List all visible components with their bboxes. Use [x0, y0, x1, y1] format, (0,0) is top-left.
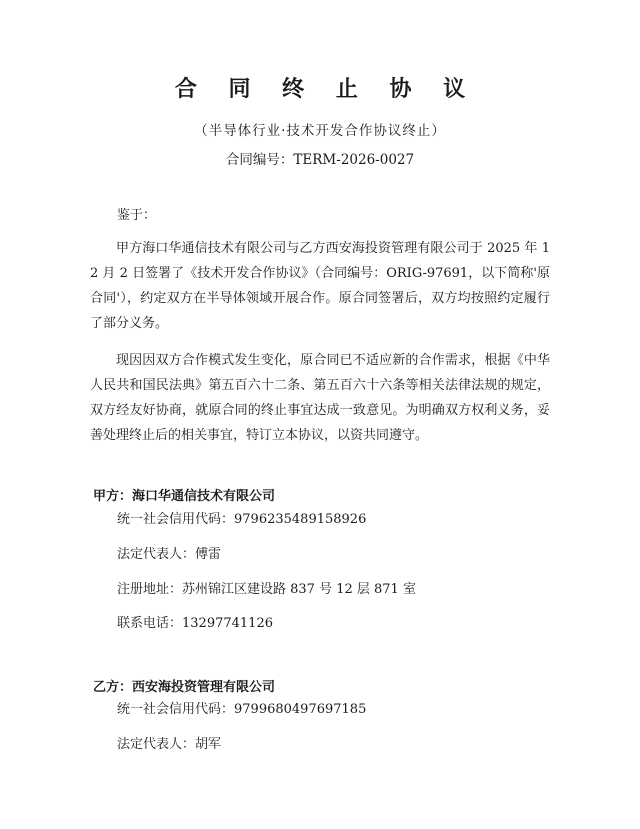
document-title: 合 同 终 止 协 议 [174, 77, 478, 102]
party-a-phone: 联系电话：13297741126 [117, 616, 273, 631]
party-a-credit-code: 统一社会信用代码：9796235489158926 [117, 512, 367, 527]
recital-paragraph-1: 甲方海口华通信技术有限公司与乙方西安海投资管理有限公司于 2025 年 12 月 2 日签署了《技术开发合作协议》（合同编号：ORIG-97691，以下简称'原合同'），约定双方在半导体领域开展合作。原合同签署后，双方均按照约定履行了部分义务。 [90, 241, 550, 331]
party-b-title: 乙方：西安海投资管理有限公司 [93, 680, 276, 695]
party-a-title: 甲方：海口华通信技术有限公司 [93, 489, 276, 504]
document-subtitle: （半导体行业·技术开发合作协议终止） [194, 123, 446, 139]
party-b-legal-rep: 法定代表人：胡军 [117, 737, 222, 752]
contract-number: 合同编号：TERM-2026-0027 [225, 152, 415, 168]
whereas-heading: 鉴于： [117, 208, 157, 223]
party-a-legal-rep: 法定代表人：傅雷 [117, 547, 222, 562]
recital-paragraph-2: 现因因双方合作模式发生变化，原合同已不适应新的合作需求，根据《中华人民共和国民法典》第五百六十二条、第五百六十六条等相关法律法规的规定，双方经友好协商，就原合同的终止事宜达成一致意见。为明确双方权利义务，妥善处理终止后的相关事宜，特订立本协议，以资共同遵守。 [90, 353, 550, 443]
party-b-credit-code: 统一社会信用代码：9799680497697185 [117, 702, 367, 717]
party-a-address: 注册地址：苏州锦江区建设路 837 号 12 层 871 室 [117, 582, 416, 597]
